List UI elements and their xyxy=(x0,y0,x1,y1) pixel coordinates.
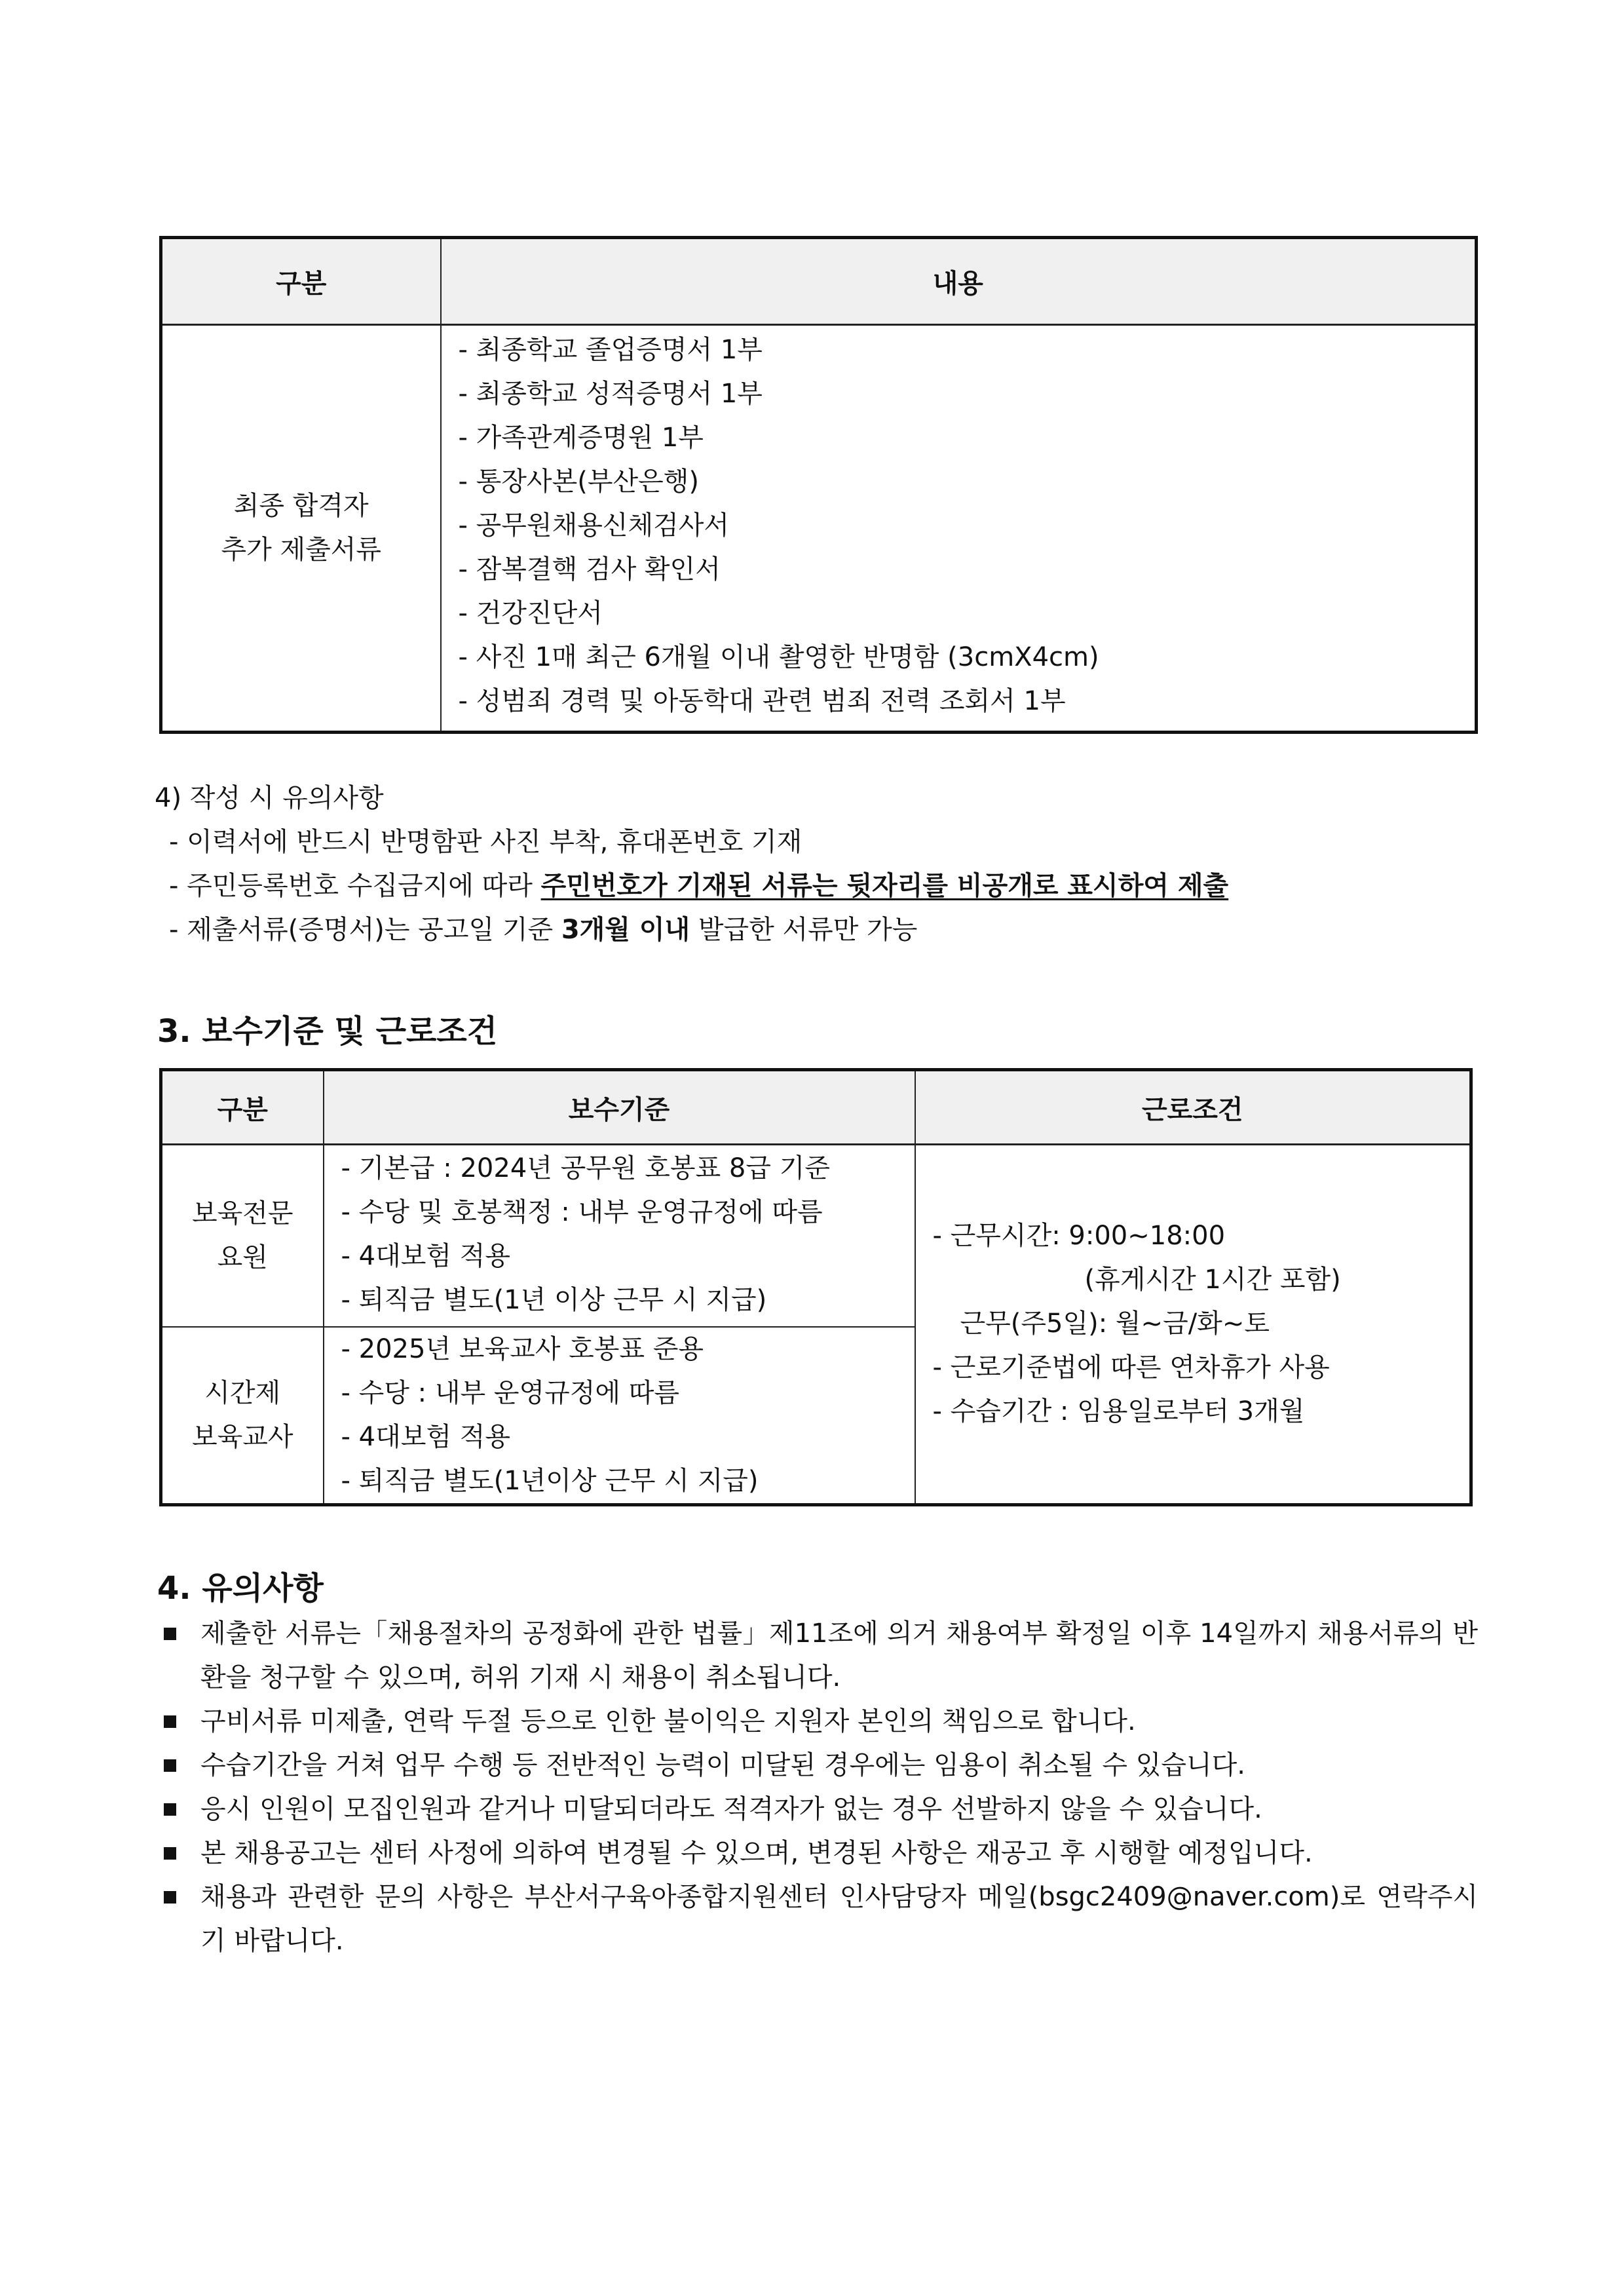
condition-item: - 근무시간: 9:00~18:00 xyxy=(932,1221,1226,1252)
pay-item: - 수당 : 내부 운영규정에 따름 xyxy=(341,1377,680,1408)
caution-text: 본 채용공고는 센터 사정에 의하여 변경될 수 있으며, 변경된 사항은 재공고 후 시행할 예정입니다. xyxy=(200,1838,1313,1868)
notes-line xyxy=(155,908,1228,952)
table1-items-cell xyxy=(441,325,1477,733)
caution-text: 채용과 관련한 문의 사항은 부산서구육아종합지원센터 인사담당자 메일(bsgc2409@naver.com)로 연락주시기 바랍니다. xyxy=(200,1882,1478,1956)
table1-header-category: 구분 xyxy=(161,238,441,325)
caution-text: 응시 인원이 모집인원과 같거나 미달되더라도 적격자가 없는 경우 선발하지 않을 수 있습니다. xyxy=(200,1794,1262,1824)
row1-category xyxy=(161,1145,324,1327)
document-item: - 사진 1매 최근 6개월 이내 촬영한 반명함 (3cmX4cm) xyxy=(458,642,1099,672)
caution-item xyxy=(160,1612,1478,1700)
cautions-list xyxy=(160,1612,1478,1963)
document-item: - 최종학교 성적증명서 1부 xyxy=(458,379,763,409)
condition-item: - 근로기준법에 따른 연차휴가 사용 xyxy=(932,1352,1330,1383)
document-item: - 통장사본(부산은행) xyxy=(458,467,699,497)
conditions-cell xyxy=(915,1145,1471,1505)
row2-category xyxy=(161,1327,324,1505)
final-documents-table xyxy=(159,236,1478,734)
pay-item: - 4대보험 적용 xyxy=(341,1421,511,1452)
pay-item: - 4대보험 적용 xyxy=(341,1241,511,1271)
notes-line-text: - 주민등록번호 수집금지에 따라 xyxy=(169,871,541,901)
notes-line-text: - 제출서류(증명서)는 공고일 기준 xyxy=(169,915,561,945)
pay-conditions-table xyxy=(159,1068,1473,1506)
category-line: 최종 합격자 xyxy=(233,491,369,521)
category-line: 추가 제출서류 xyxy=(221,535,382,565)
square-bullet-icon xyxy=(164,1891,176,1904)
caution-item xyxy=(160,1744,1478,1788)
pay-item: - 퇴직금 별도(1년 이상 근무 시 지급) xyxy=(341,1285,767,1315)
table1-category-cell xyxy=(161,325,441,733)
caution-item xyxy=(160,1831,1478,1875)
caution-item xyxy=(160,1875,1478,1963)
caution-item xyxy=(160,1788,1478,1831)
pay-item: - 퇴직금 별도(1년이상 근무 시 지급) xyxy=(341,1465,759,1496)
notes-line xyxy=(155,864,1228,908)
square-bullet-icon xyxy=(164,1715,176,1728)
square-bullet-icon xyxy=(164,1759,176,1772)
document-item: - 성범죄 경력 및 아동학대 관련 범죄 전력 조회서 1부 xyxy=(458,686,1066,716)
table2-header-category: 구분 xyxy=(161,1070,324,1145)
pay-item: - 2025년 보육교사 호봉표 준용 xyxy=(341,1333,704,1364)
notes-title: 4) 작성 시 유의사항 xyxy=(155,783,384,813)
category-line: 시간제 xyxy=(204,1377,281,1408)
category-line: 요원 xyxy=(217,1242,268,1272)
notes-emphasis: 3개월 이내 xyxy=(561,915,690,945)
square-bullet-icon xyxy=(164,1803,176,1816)
row2-pay xyxy=(324,1327,915,1505)
caution-text: 수습기간을 거쳐 업무 수행 등 전반적인 능력이 미달된 경우에는 임용이 취소될 수 있습니다. xyxy=(200,1750,1245,1780)
document-item: - 가족관계증명원 1부 xyxy=(458,423,704,453)
condition-item: 근무(주5일): 월~금/화~토 xyxy=(960,1309,1270,1339)
notes-line: - 이력서에 반드시 반명함판 사진 부착, 휴대폰번호 기재 xyxy=(169,827,803,857)
table1-header-content: 내용 xyxy=(441,238,1477,325)
row1-pay xyxy=(324,1145,915,1327)
condition-item: (휴게시간 1시간 포함) xyxy=(1084,1265,1341,1295)
condition-item: - 수습기간 : 임용일로부터 3개월 xyxy=(932,1396,1305,1427)
pay-item: - 수당 및 호봉책정 : 내부 운영규정에 따름 xyxy=(341,1197,823,1227)
caution-item xyxy=(160,1700,1478,1744)
document-item: - 잠복결핵 검사 확인서 xyxy=(458,554,721,584)
notes-emphasis: 주민번호가 기재된 서류는 뒷자리를 비공개로 표시하여 제출 xyxy=(540,871,1229,901)
document-item: - 건강진단서 xyxy=(458,598,603,628)
caution-text: 제출한 서류는「채용절차의 공정화에 관한 법률」제11조에 의거 채용여부 확정일 이후 14일까지 채용서류의 반환을 청구할 수 있으며, 허위 기재 시 채용이 취소됩니다. xyxy=(200,1618,1478,1693)
document-item: - 최종학교 졸업증명서 1부 xyxy=(458,335,763,365)
category-line: 보육전문 xyxy=(191,1198,293,1229)
document-item: - 공무원채용신체검사서 xyxy=(458,510,730,541)
caution-text: 구비서류 미제출, 연락 두절 등으로 인한 불이익은 지원자 본인의 책임으로 합니다. xyxy=(200,1706,1136,1736)
writing-notes xyxy=(155,776,1228,952)
section3-title: 3. 보수기준 및 근로조건 xyxy=(157,1013,498,1050)
section4-title: 4. 유의사항 xyxy=(157,1570,324,1607)
square-bullet-icon xyxy=(164,1847,176,1860)
table2-header-pay: 보수기준 xyxy=(324,1070,915,1145)
pay-item: - 기본급 : 2024년 공무원 호봉표 8급 기준 xyxy=(341,1153,830,1183)
category-line: 보육교사 xyxy=(191,1421,293,1452)
square-bullet-icon xyxy=(164,1628,176,1640)
notes-line-text: 발급한 서류만 가능 xyxy=(690,915,918,945)
table2-header-conditions: 근로조건 xyxy=(915,1070,1471,1145)
